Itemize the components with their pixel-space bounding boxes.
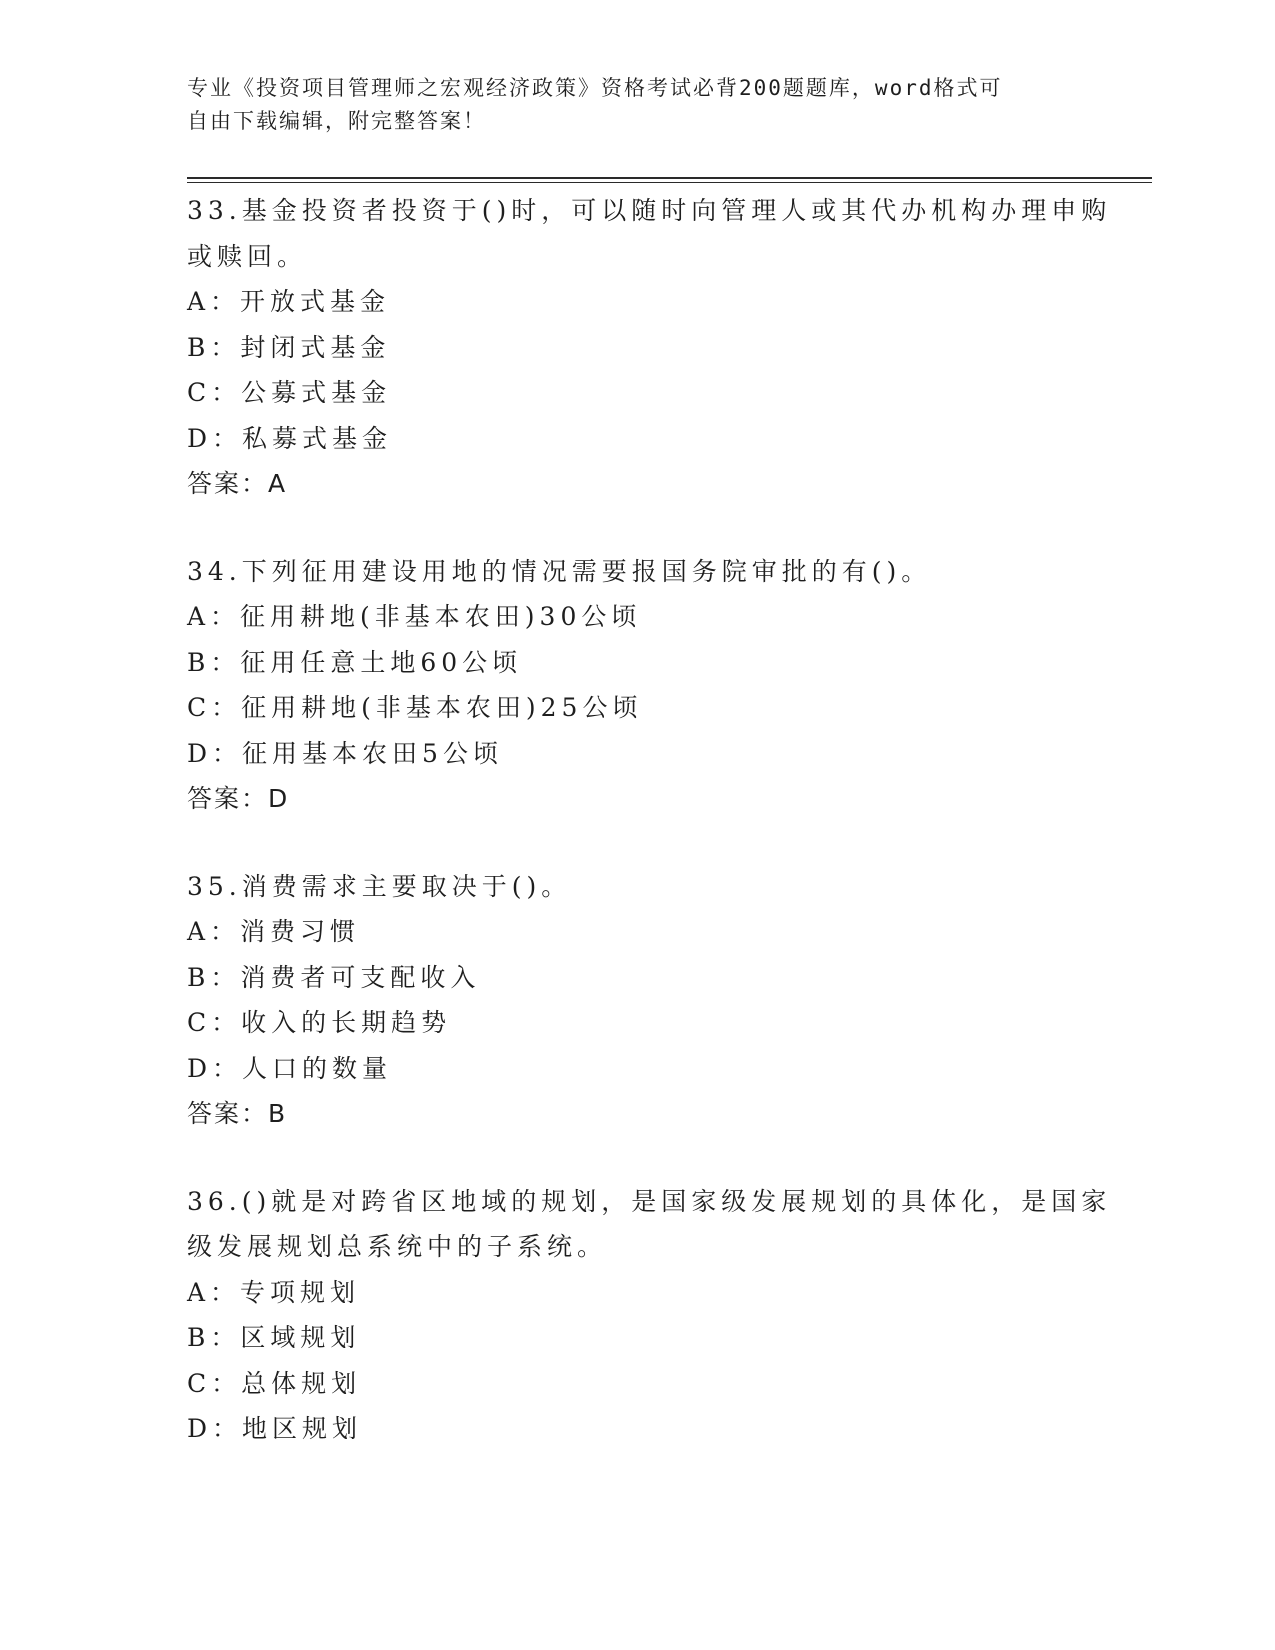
question-34	[187, 549, 1087, 822]
question-list	[187, 188, 1112, 1494]
option-a: A：征用耕地(非基本农田)30公顷	[187, 602, 642, 631]
option-a: A：消费习惯	[187, 917, 361, 946]
question-stem-line: 36.()就是对跨省区地域的规划，是国家级发展规划的具体化，是国家	[187, 1186, 1112, 1216]
option-a: A：专项规划	[187, 1277, 361, 1307]
question-stem-line: 33.基金投资者投资于()时，可以随时向管理人或其代办机构办理申购	[187, 196, 1112, 225]
header-divider-thin	[187, 182, 1152, 183]
header-divider-thick	[187, 177, 1152, 179]
question-stem-line: 级发展规划总系统中的子系统。	[187, 1232, 608, 1261]
header-line-1: 专业《投资项目管理师之宏观经济政策》资格考试必背200题题库，word格式可	[187, 76, 1003, 100]
question-35	[187, 864, 1087, 1137]
header-line-2: 自由下载编辑，附完整答案！	[187, 109, 486, 133]
option-c: C：总体规划	[187, 1368, 362, 1398]
document-header	[187, 72, 1067, 138]
question-33	[187, 188, 1112, 507]
option-c: C：征用耕地(非基本农田)25公顷	[187, 693, 643, 722]
option-c: C：公募式基金	[187, 378, 392, 407]
question-stem-line: 35.消费需求主要取决于()。	[187, 871, 572, 901]
answer-label: 答案：B	[187, 1099, 288, 1128]
option-d: D：私募式基金	[187, 423, 393, 453]
option-b: B：消费者可支配收入	[187, 962, 481, 992]
option-c: C：收入的长期趋势	[187, 1008, 452, 1037]
option-d: D：人口的数量	[187, 1053, 393, 1083]
question-stem-line: 或赎回。	[187, 241, 308, 271]
option-a: A：开放式基金	[187, 287, 391, 316]
option-d: D：征用基本农田5公顷	[187, 738, 503, 768]
option-d: D：地区规划	[187, 1414, 363, 1443]
question-36	[187, 1179, 1112, 1452]
option-b: B：征用任意土地60公顷	[187, 647, 523, 677]
question-stem-line: 34.下列征用建设用地的情况需要报国务院审批的有()。	[187, 556, 932, 586]
answer-label: 答案：D	[187, 784, 290, 813]
option-b: B：区域规划	[187, 1323, 361, 1352]
answer-label: 答案：A	[187, 469, 288, 498]
option-b: B：封闭式基金	[187, 332, 391, 362]
